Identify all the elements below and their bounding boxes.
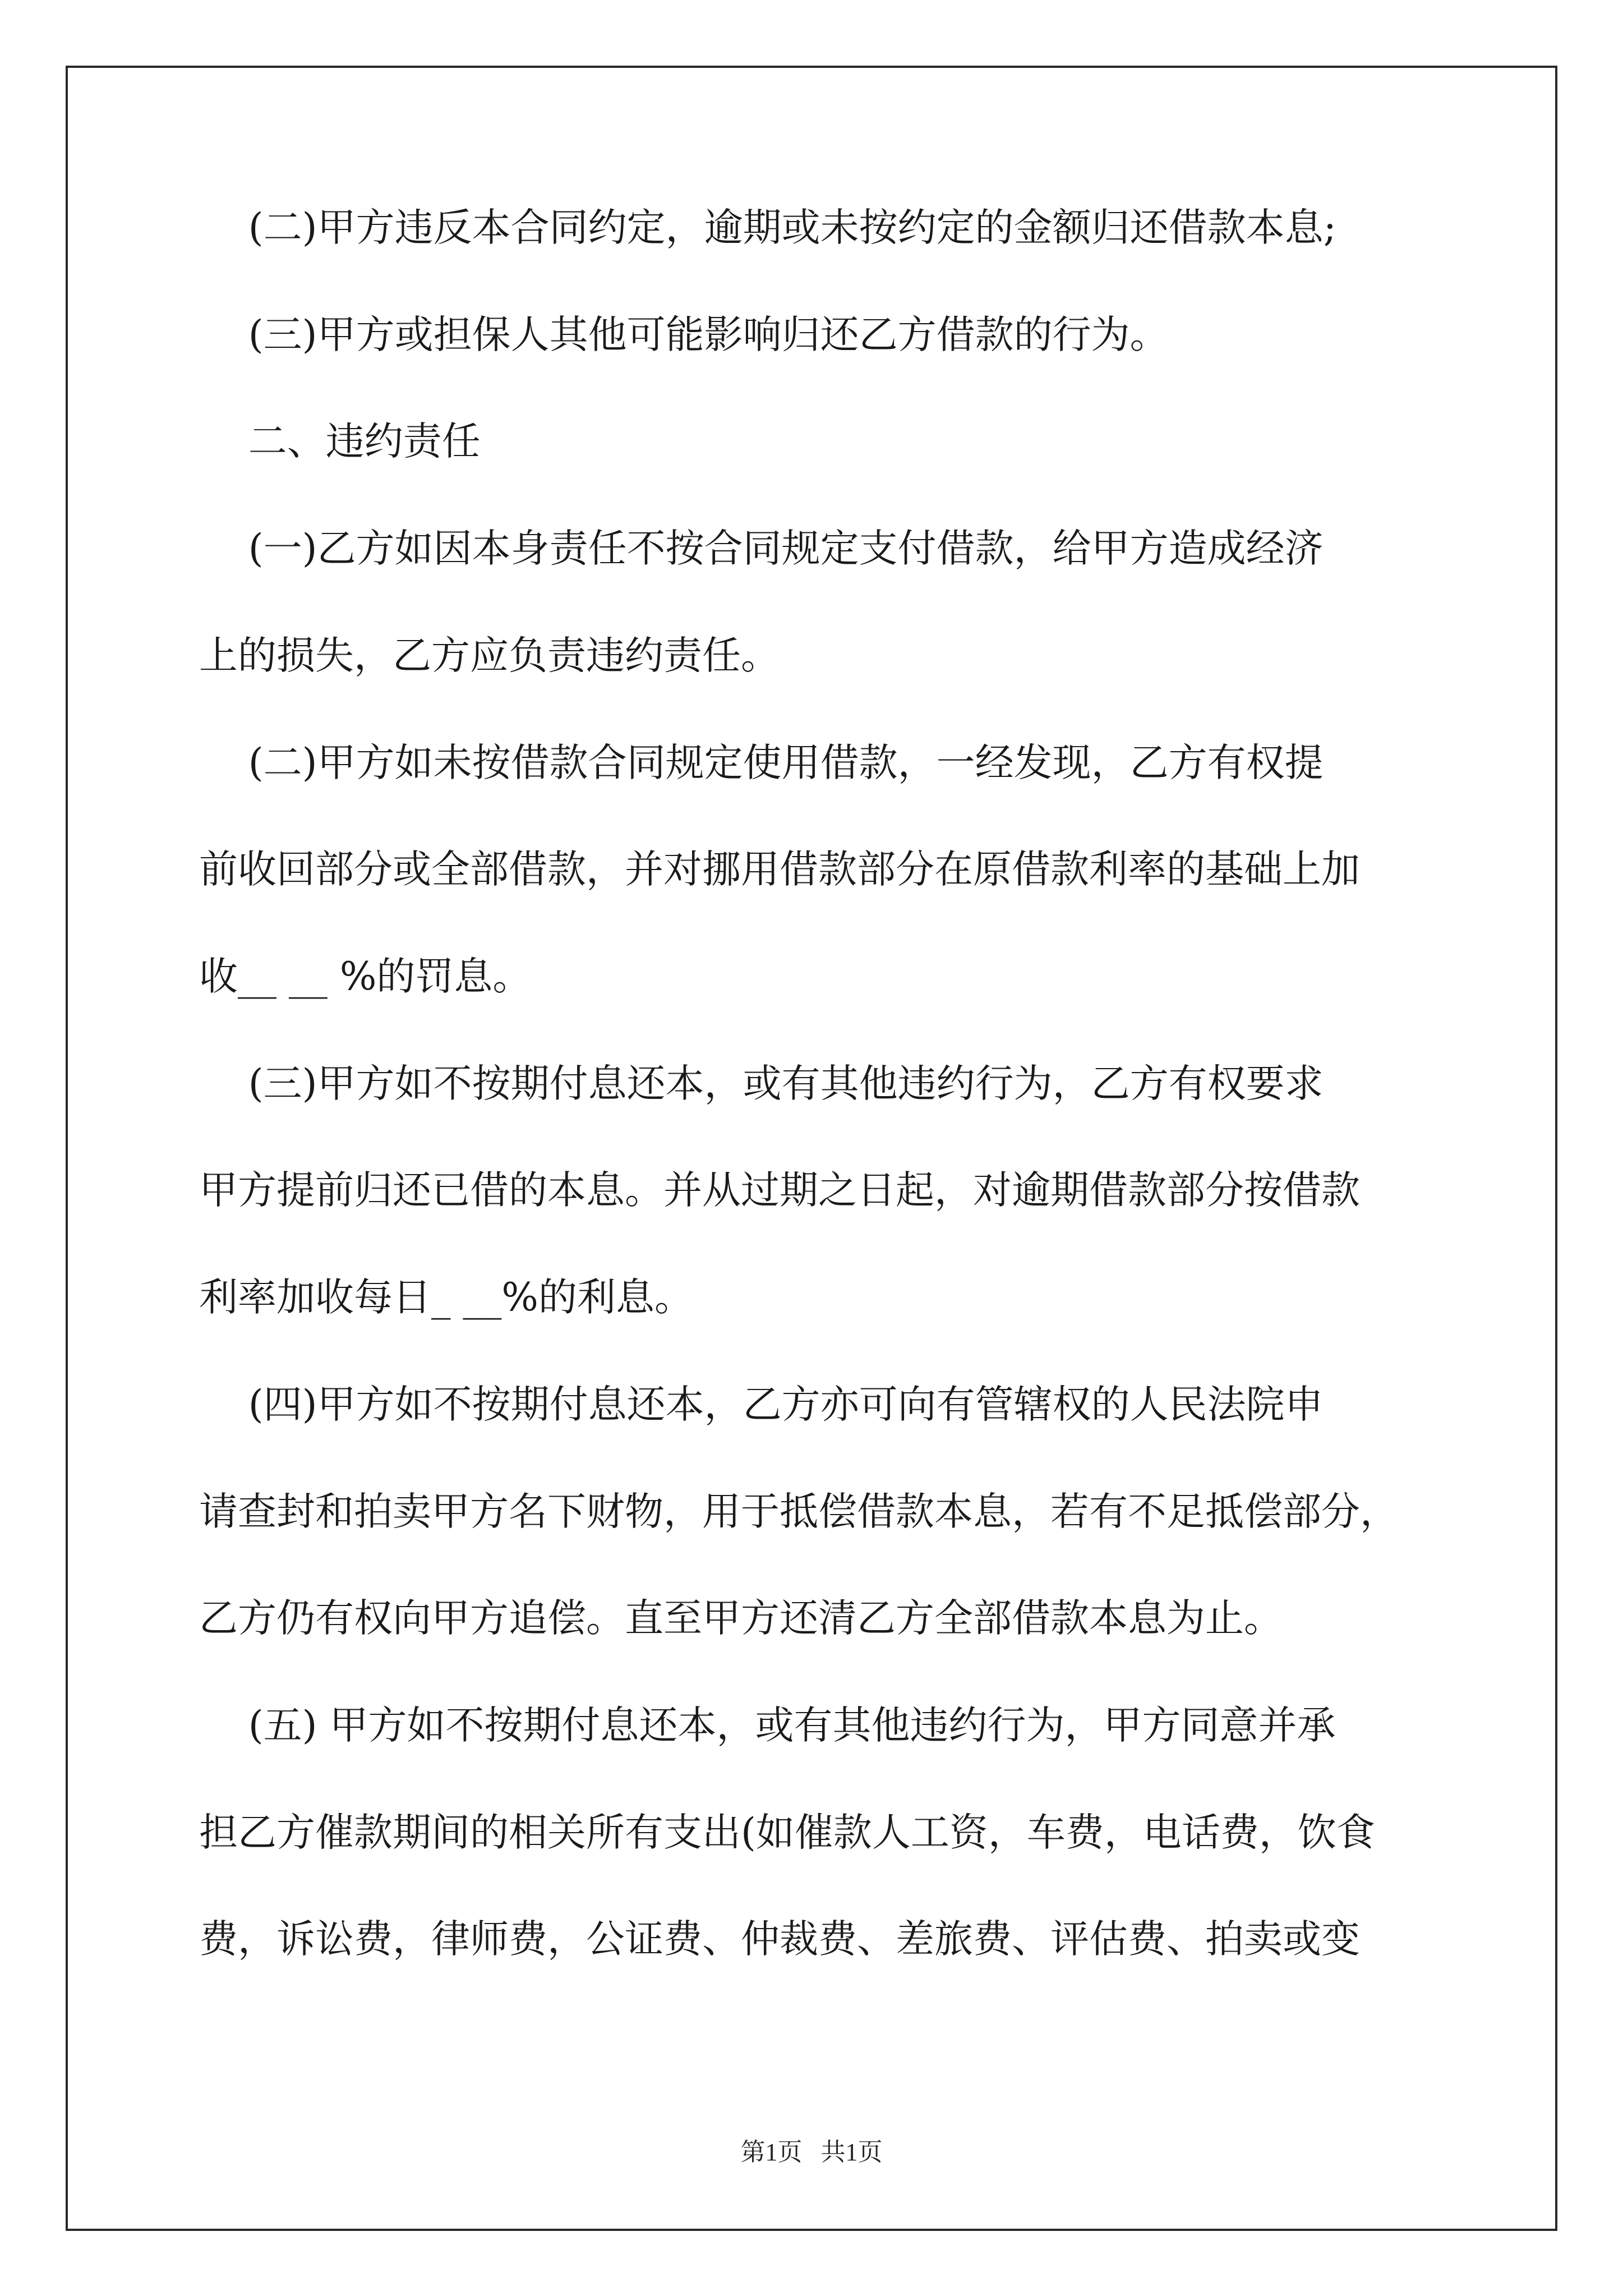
text-line: 担乙方催款期间的相关所有支出(如催款人工资，车费，电话费，饮食 (199, 1810, 1375, 1855)
page-number-footer: 第1页 共1页 (740, 2138, 883, 2166)
page-border (66, 66, 1557, 2231)
text-line: (三)甲方或担保人其他可能影响归还乙方借款的行为。 (199, 312, 1169, 357)
text-line: (三)甲方如不按期付息还本，或有其他违约行为，乙方有权要求 (199, 1061, 1324, 1106)
text-line: (二)甲方违反本合同约定，逾期或未按约定的金额归还借款本息; (199, 205, 1336, 250)
text-line: 乙方仍有权向甲方追偿。直至甲方还清乙方全部借款本息为止。 (199, 1596, 1283, 1641)
text-line: (二)甲方如未按借款合同规定使用借款，一经发现，乙方有权提 (199, 740, 1324, 785)
text-line: (四)甲方如不按期付息还本，乙方亦可向有管辖权的人民法院申 (199, 1382, 1324, 1427)
text-line: 前收回部分或全部借款，并对挪用借款部分在原借款利率的基础上加 (199, 847, 1360, 892)
text-line: 上的损失，乙方应负责违约责任。 (199, 633, 780, 678)
section-heading: 二、违约责任 (199, 419, 481, 464)
text-line: 利率加收每日_ __%的利息。 (199, 1275, 693, 1320)
text-line: 费，诉讼费，律师费，公证费、仲裁费、差旅费、评估费、拍卖或变 (199, 1917, 1360, 1962)
text-line: 甲方提前归还已借的本息。并从过期之日起，对逾期借款部分按借款 (199, 1168, 1360, 1213)
text-line: (五) 甲方如不按期付息还本，或有其他违约行为，甲方同意并承 (199, 1703, 1336, 1748)
text-line: 请查封和拍卖甲方名下财物，用于抵偿借款本息，若有不足抵偿部分， (199, 1489, 1399, 1534)
text-line: 收__ __ %的罚息。 (199, 954, 532, 999)
text-line: (一)乙方如因本身责任不按合同规定支付借款，给甲方造成经济 (199, 526, 1324, 571)
